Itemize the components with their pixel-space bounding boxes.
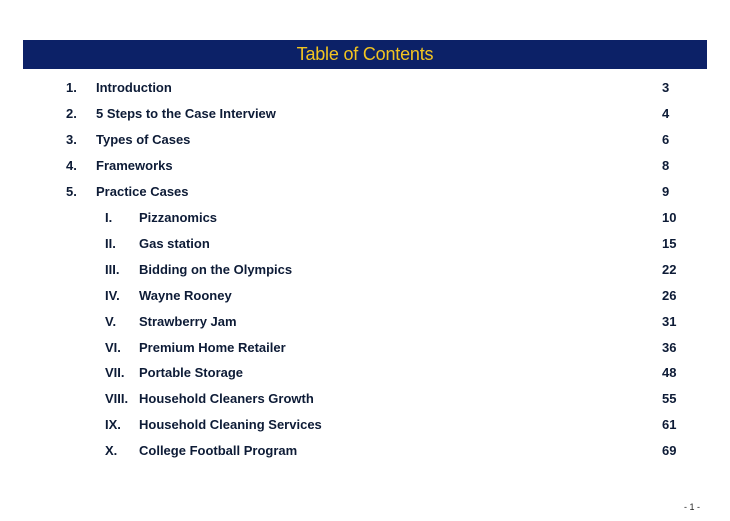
toc-subentry-numeral: V.: [105, 314, 117, 329]
toc-entry-label: Frameworks: [96, 158, 173, 173]
toc-entry-number: 5.: [66, 184, 77, 199]
toc-entry-page: 4: [662, 106, 670, 121]
toc-entry-page: 9: [662, 184, 670, 199]
toc-subentry-portable-storage[interactable]: [0, 363, 730, 383]
toc-subentry-label: Wayne Rooney: [139, 288, 232, 303]
toc-subentry-page: 55: [662, 391, 677, 406]
toc-entry-label: 5 Steps to the Case Interview: [96, 106, 276, 121]
toc-entry-practice-cases[interactable]: [0, 182, 730, 202]
toc-subentry-college-football[interactable]: [0, 441, 730, 461]
toc-subentry-numeral: IX.: [105, 417, 121, 432]
toc-entry-types-of-cases[interactable]: [0, 130, 730, 150]
toc-subentry-pizzanomics[interactable]: [0, 208, 730, 228]
toc-subentry-page: 61: [662, 417, 677, 432]
toc-entry-label: Practice Cases: [96, 184, 189, 199]
toc-entry-number: 2.: [66, 106, 77, 121]
toc-entry-number: 4.: [66, 158, 77, 173]
title-bar: [23, 40, 707, 69]
toc-subentry-page: 48: [662, 365, 677, 380]
toc-subentry-gas-station[interactable]: [0, 234, 730, 254]
toc-entry-5-steps[interactable]: [0, 104, 730, 124]
toc-subentry-label: Pizzanomics: [139, 210, 218, 225]
toc-subentry-household-cleaning-services[interactable]: [0, 415, 730, 435]
toc-subentry-label: College Football Program: [139, 443, 298, 458]
toc-subentry-page: 69: [662, 443, 677, 458]
toc-subentry-wayne-rooney[interactable]: [0, 286, 730, 306]
toc-subentry-strawberry-jam[interactable]: [0, 312, 730, 332]
toc-subentry-label: Bidding on the Olympics: [139, 262, 293, 277]
toc-subentry-numeral: VII.: [105, 365, 125, 380]
toc-subentry-label: Strawberry Jam: [139, 314, 237, 329]
toc-subentry-label: Premium Home Retailer: [139, 340, 286, 355]
toc-subentry-numeral: X.: [105, 443, 118, 458]
toc-subentry-page: 36: [662, 340, 677, 355]
toc-subentry-numeral: III.: [105, 262, 120, 277]
toc-subentry-page: 26: [662, 288, 677, 303]
toc-subentry-label: Household Cleaning Services: [139, 417, 322, 432]
toc-entry-page: 8: [662, 158, 670, 173]
toc-entry-label: Types of Cases: [96, 132, 191, 147]
toc-subentry-page: 31: [662, 314, 677, 329]
toc-entry-page: 6: [662, 132, 670, 147]
toc-subentry-numeral: II.: [105, 236, 116, 251]
toc-entry-label: Introduction: [96, 80, 172, 95]
toc-subentry-label: Gas station: [139, 236, 210, 251]
page-number: - 1 -: [683, 502, 700, 512]
toc-subentry-premium-home-retailer[interactable]: [0, 338, 730, 358]
toc-subentry-numeral: I.: [105, 210, 113, 225]
toc-subentry-page: 15: [662, 236, 677, 251]
toc-subentry-numeral: IV.: [105, 288, 120, 303]
toc-subentry-label: Portable Storage: [139, 365, 244, 380]
toc-subentry-page: 22: [662, 262, 677, 277]
toc-entry-introduction[interactable]: [0, 78, 730, 98]
toc-subentry-numeral: VI.: [105, 340, 121, 355]
toc-subentry-label: Household Cleaners Growth: [139, 391, 314, 406]
toc-entry-number: 1.: [66, 80, 77, 95]
toc-subentry-household-cleaners-growth[interactable]: [0, 389, 730, 409]
page-title: Table of Contents: [296, 44, 434, 64]
toc-entry-frameworks[interactable]: [0, 156, 730, 176]
toc-subentry-numeral: VIII.: [105, 391, 129, 406]
toc-entry-page: 3: [662, 80, 670, 95]
toc-entry-number: 3.: [66, 132, 77, 147]
toc-subentry-page: 10: [662, 210, 677, 225]
toc-subentry-bidding-olympics[interactable]: [0, 260, 730, 280]
